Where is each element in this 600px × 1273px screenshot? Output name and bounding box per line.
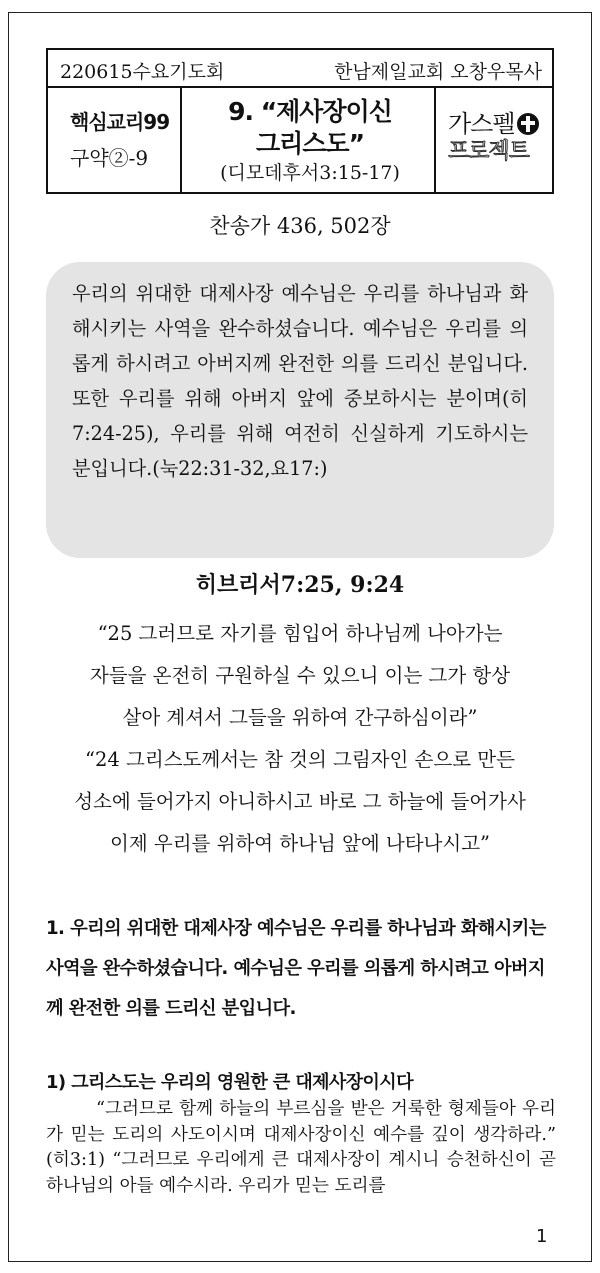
summary-box	[46, 262, 554, 558]
verse-line: 살아 계셔서 그들을 위하여 간구하심이라”	[122, 706, 478, 729]
logo-text: 가스펠	[448, 110, 515, 138]
header-top-row	[48, 50, 552, 88]
verse-line: 이제 우리를 위하여 하나님 앞에 나타나시고”	[109, 832, 491, 855]
subsection-1-quote: “그러므로 함께 하늘의 부르심을 받은 거룩한 형제들아 우리가 믿는 도리의 사도이시며 대제사장이신 예수를 깊이 생각하라.” (히3:1) “그러므로 우리에게 큰 대제사장이 계시니 승천하신이 곧 하나님의 아들 예수시라. 우리가 믿는 도리를	[46, 1099, 556, 1196]
scripture-reference: (디모데후서3:15-17)	[220, 162, 400, 184]
series-sub: 구약②-9	[70, 146, 149, 170]
series-cell	[48, 88, 182, 192]
bible-heading: 히브리서7:25, 9:24	[195, 572, 405, 598]
hymn-numbers: 찬송가 436, 502장	[209, 214, 391, 238]
sermon-title-line2: 그리스도”	[255, 129, 365, 158]
sermon-title-line1: 9. “제사장이신	[228, 97, 392, 126]
verse-24	[40, 739, 560, 865]
header-table	[46, 48, 554, 194]
summary-text: 우리의 위대한 대제사장 예수님은 우리를 하나님과 화해시키는 사역을 완수하셨습니다. 예수님은 우리를 의롭게 하시려고 아버지께 완전한 의를 드리신 분입니다. 또한 우리를 위해 아버지 앞에 중보하시는 분이며(히7:24-25), 우리를 위해 여전히 신실하게 기도하시는 분입니다.(눅22:31-32,요17:)	[72, 282, 528, 480]
page-number: 1	[536, 1226, 548, 1247]
verse-line: 자들을 온전히 구원하실 수 있으니 이는 그가 항상	[89, 664, 511, 687]
logo-cell	[434, 88, 552, 192]
subsection-1-heading: 1) 그리스도는 우리의 영원한 큰 대제사장이시다	[46, 1072, 413, 1093]
verse-line: “24 그리스도께서는 참 것의 그림자인 손으로 만든	[85, 748, 515, 771]
church-pastor: 한남제일교회 오창우목사	[334, 61, 542, 83]
section-1-heading: 1. 우리의 위대한 대제사장 예수님은 우리를 하나님과 화해시키는 사역을 완수하셨습니다. 예수님은 우리를 의롭게 하시려고 아버지께 완전한 의를 드리신 분입니다.	[46, 918, 546, 1019]
verse-line: “25 그러므로 자기를 힘입어 하나님께 나아가는	[97, 622, 503, 645]
series-name: 핵심교리99	[70, 110, 170, 134]
service-date: 220615수요기도회	[60, 61, 225, 83]
logo-line2: 프로젝트	[448, 139, 530, 164]
cross-icon	[517, 113, 539, 135]
verse-25	[40, 613, 560, 739]
verse-line: 성소에 들어가지 아니하시고 바로 그 하늘에 들어가사	[74, 790, 526, 813]
